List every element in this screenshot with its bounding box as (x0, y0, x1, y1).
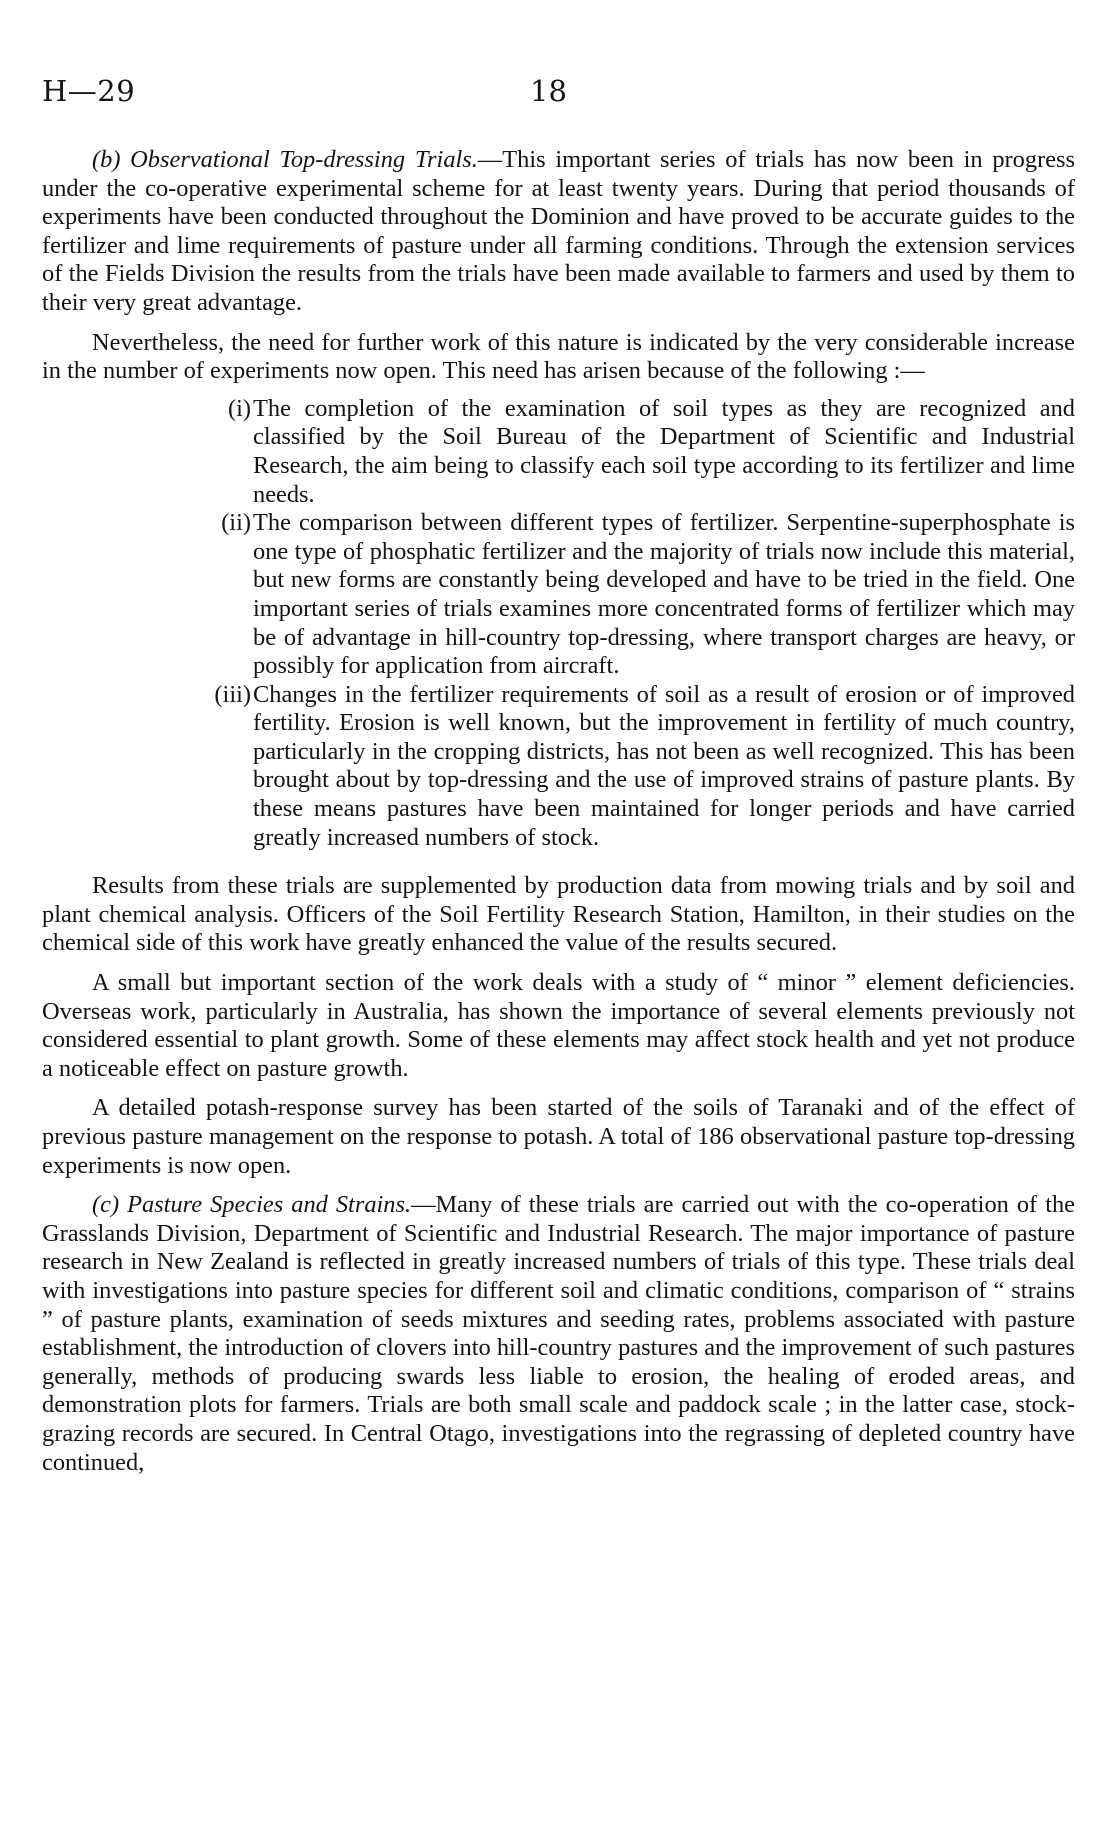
list-item (42, 395, 1075, 509)
list-item-number: (i) (227, 394, 251, 422)
section-heading-c: (c) Pasture Species and Strains. (92, 1191, 412, 1219)
list-item (42, 681, 1075, 853)
list-item-number: (ii) (221, 509, 251, 537)
page-code: H—29 (42, 74, 136, 108)
paragraph-observational-trials (42, 146, 1075, 318)
list-item-text: The completion of the examination of soil types as they are recognized and classified by the Soil Bureau of the Department of Scientific and Industrial Research, the aim being to classify each soil type according to its fertilizer and lime needs. (253, 394, 1075, 508)
document-body (42, 146, 1075, 1488)
list-item (42, 509, 1075, 681)
paragraph-nevertheless: Nevertheless, the need for further work of this nature is indicated by the very considerable increase in the number of experiments now open. This need has arisen because of the following :— (42, 328, 1075, 385)
list-item-text: Changes in the fertilizer requirements of soil as a result of erosion or of improved fertility. Erosion is well known, but the improvement in fertility of much country, particularly in the cropping districts, has not been as well recognized. This has been brought about by top-dressing and the use of improved strains of pasture plants. By these means pastures have been maintained for longer periods and have carried greatly increased numbers of stock. (253, 680, 1075, 851)
numbered-list (42, 395, 1075, 853)
paragraph-text: —Many of these trials are carried out with the co-operation of the Grasslands Division, Department of Scientific and Industrial Research. The major importance of pasture research in New Zealand is reflected in greatly increased numbers of trials of this type. These trials deal with investigations into pasture species for different soil and climatic conditions, comparison of “ strains ” of pasture plants, examination of seeds mixtures and seeding rates, problems associated with pasture establishment, the introduction of clovers into hill-country pastures and the improvement of such pastures generally, methods of producing swards less liable to erosion, the healing of eroded areas, and demonstration plots for farmers. Trials are both small scale and paddock scale ; in the latter case, stock-grazing records are secured. In Central Otago, investigations into the regrassing of depleted country have continued, (42, 1191, 1075, 1476)
section-heading-b: (b) Observational Top-dressing Trials. (92, 146, 478, 173)
page-number: 18 (530, 74, 567, 108)
paragraph-minor-elements: A small but important section of the work deals with a study of “ minor ” element deficiencies. Overseas work, particularly in Australia, has shown the importance of several elements previously not considered essential to plant growth. Some of these elements may affect stock health and yet not produce a noticeable effect on pasture growth. (42, 969, 1075, 1082)
paragraph-text: —This important series of trials has now been in progress under the co-operative experimental scheme for at least twenty years. During that period thousands of experiments have been conducted throughout the Dominion and have proved to be accurate guides to the fertilizer and lime requirements of pasture under all farming conditions. Through the extension services of the Fields Division the results from the trials have been made available to farmers and used by them to their very great advantage. (42, 146, 1075, 316)
list-item-number: (iii) (214, 680, 251, 708)
paragraph-results: Results from these trials are supplemented by production data from mowing trials and by soil and plant chemical analysis. Officers of the Soil Fertility Research Station, Hamilton, in their studies on the chemical side of this work have greatly enhanced the value of the results secured. (42, 872, 1075, 957)
paragraph-potash-survey: A detailed potash-response survey has been started of the soils of Taranaki and of the effect of previous pasture management on the response to potash. A total of 186 observational pasture top-dressing experiments is now open. (42, 1094, 1075, 1179)
paragraph-pasture-species (42, 1191, 1075, 1477)
list-item-text: The comparison between different types of fertilizer. Serpentine-superphosphate is one type of phosphatic fertilizer and the majority of trials now include this material, but new forms are constantly being developed and have to be tried in the field. One important series of trials examines more concentrated forms of fertilizer which may be of advantage in hill-country top-dressing, where transport charges are heavy, or possibly for application from aircraft. (253, 509, 1075, 680)
